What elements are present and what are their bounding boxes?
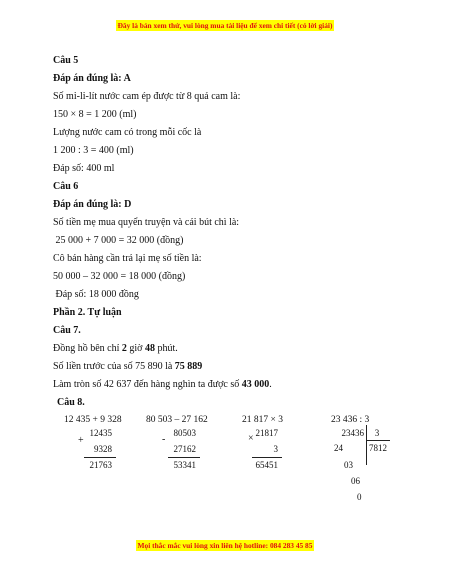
expr-sub: 80 503 – 27 162 <box>146 415 208 425</box>
mul-operand-b: 3 <box>273 444 278 454</box>
cau6-line: 50 000 – 32 000 = 18 000 (đồng) <box>53 271 186 282</box>
cau6-line: Đáp số: 18 000 đồng <box>53 289 139 300</box>
preview-notice: Đây là bản xem thử, vui lòng mua tài liệu để xem chi tiết (có lời giải) <box>117 21 333 30</box>
mul-rule <box>252 457 282 458</box>
phan2-title: Phần 2. Tự luận <box>53 307 122 318</box>
cau5-line: 1 200 : 3 = 400 (ml) <box>53 145 134 156</box>
sub-operand-a: 80503 <box>173 428 196 438</box>
cau6-line: Số tiền mẹ mua quyển truyện và cái bút chì là: <box>53 217 240 228</box>
hotline-notice: Mọi thắc mắc vui lòng xin liên hệ hotline: 084 283 45 85 <box>137 541 313 550</box>
div-quotient: 7812 <box>369 443 387 453</box>
plus-sign: + <box>78 435 84 446</box>
add-operand-a: 12435 <box>89 428 112 438</box>
cau8-title: Câu 8. <box>57 397 85 408</box>
div-step: 03 <box>344 460 353 470</box>
sub-result: 53341 <box>173 460 196 470</box>
cau7-clock-line: Đồng hồ bên chỉ 2 giờ 48 phút. <box>53 343 178 354</box>
mul-result: 65451 <box>255 460 278 470</box>
div-step: 0 <box>357 492 362 502</box>
cau7-rounding-line: Làm tròn số 42 637 đến hàng nghìn ta được số 43 000. <box>53 379 272 390</box>
cau7-title: Câu 7. <box>53 325 81 336</box>
cau5-title: Câu 5 <box>53 55 79 66</box>
div-step: 06 <box>351 476 360 486</box>
cau6-answer: Đáp án đúng là: D <box>53 199 132 210</box>
times-sign: × <box>248 433 254 444</box>
expr-mul: 21 817 × 3 <box>242 415 283 425</box>
div-step: 24 <box>334 443 343 453</box>
cau5-answer: Đáp án đúng là: A <box>53 73 131 84</box>
cau5-line: 150 × 8 = 1 200 (ml) <box>53 109 137 120</box>
sub-rule <box>168 457 200 458</box>
div-divisor: 3 <box>374 428 380 438</box>
add-operand-b: 9328 <box>94 444 112 454</box>
div-dividend: 23436 <box>341 428 364 438</box>
expr-add: 12 435 + 9 328 <box>64 415 122 425</box>
cau5-line: Đáp số: 400 ml <box>53 163 115 174</box>
expr-div: 23 436 : 3 <box>331 415 370 425</box>
minus-sign: - <box>162 434 166 445</box>
cau6-line: Cô bán hàng cần trả lại mẹ số tiền là: <box>53 253 202 264</box>
add-result: 21763 <box>89 460 112 470</box>
add-rule <box>84 457 116 458</box>
cau5-line: Số mi-li-lít nước cam ép được từ 8 quả cam là: <box>53 91 241 102</box>
cau6-line: 25 000 + 7 000 = 32 000 (đồng) <box>53 235 184 246</box>
cau7-predecessor-line: Số liền trước của số 75 890 là 75 889 <box>53 361 203 372</box>
div-rule <box>366 440 390 441</box>
cau6-title: Câu 6 <box>53 181 79 192</box>
sub-operand-b: 27162 <box>173 444 196 454</box>
mul-operand-a: 21817 <box>255 428 278 438</box>
cau5-line: Lượng nước cam có trong mỗi cốc là <box>53 127 202 138</box>
